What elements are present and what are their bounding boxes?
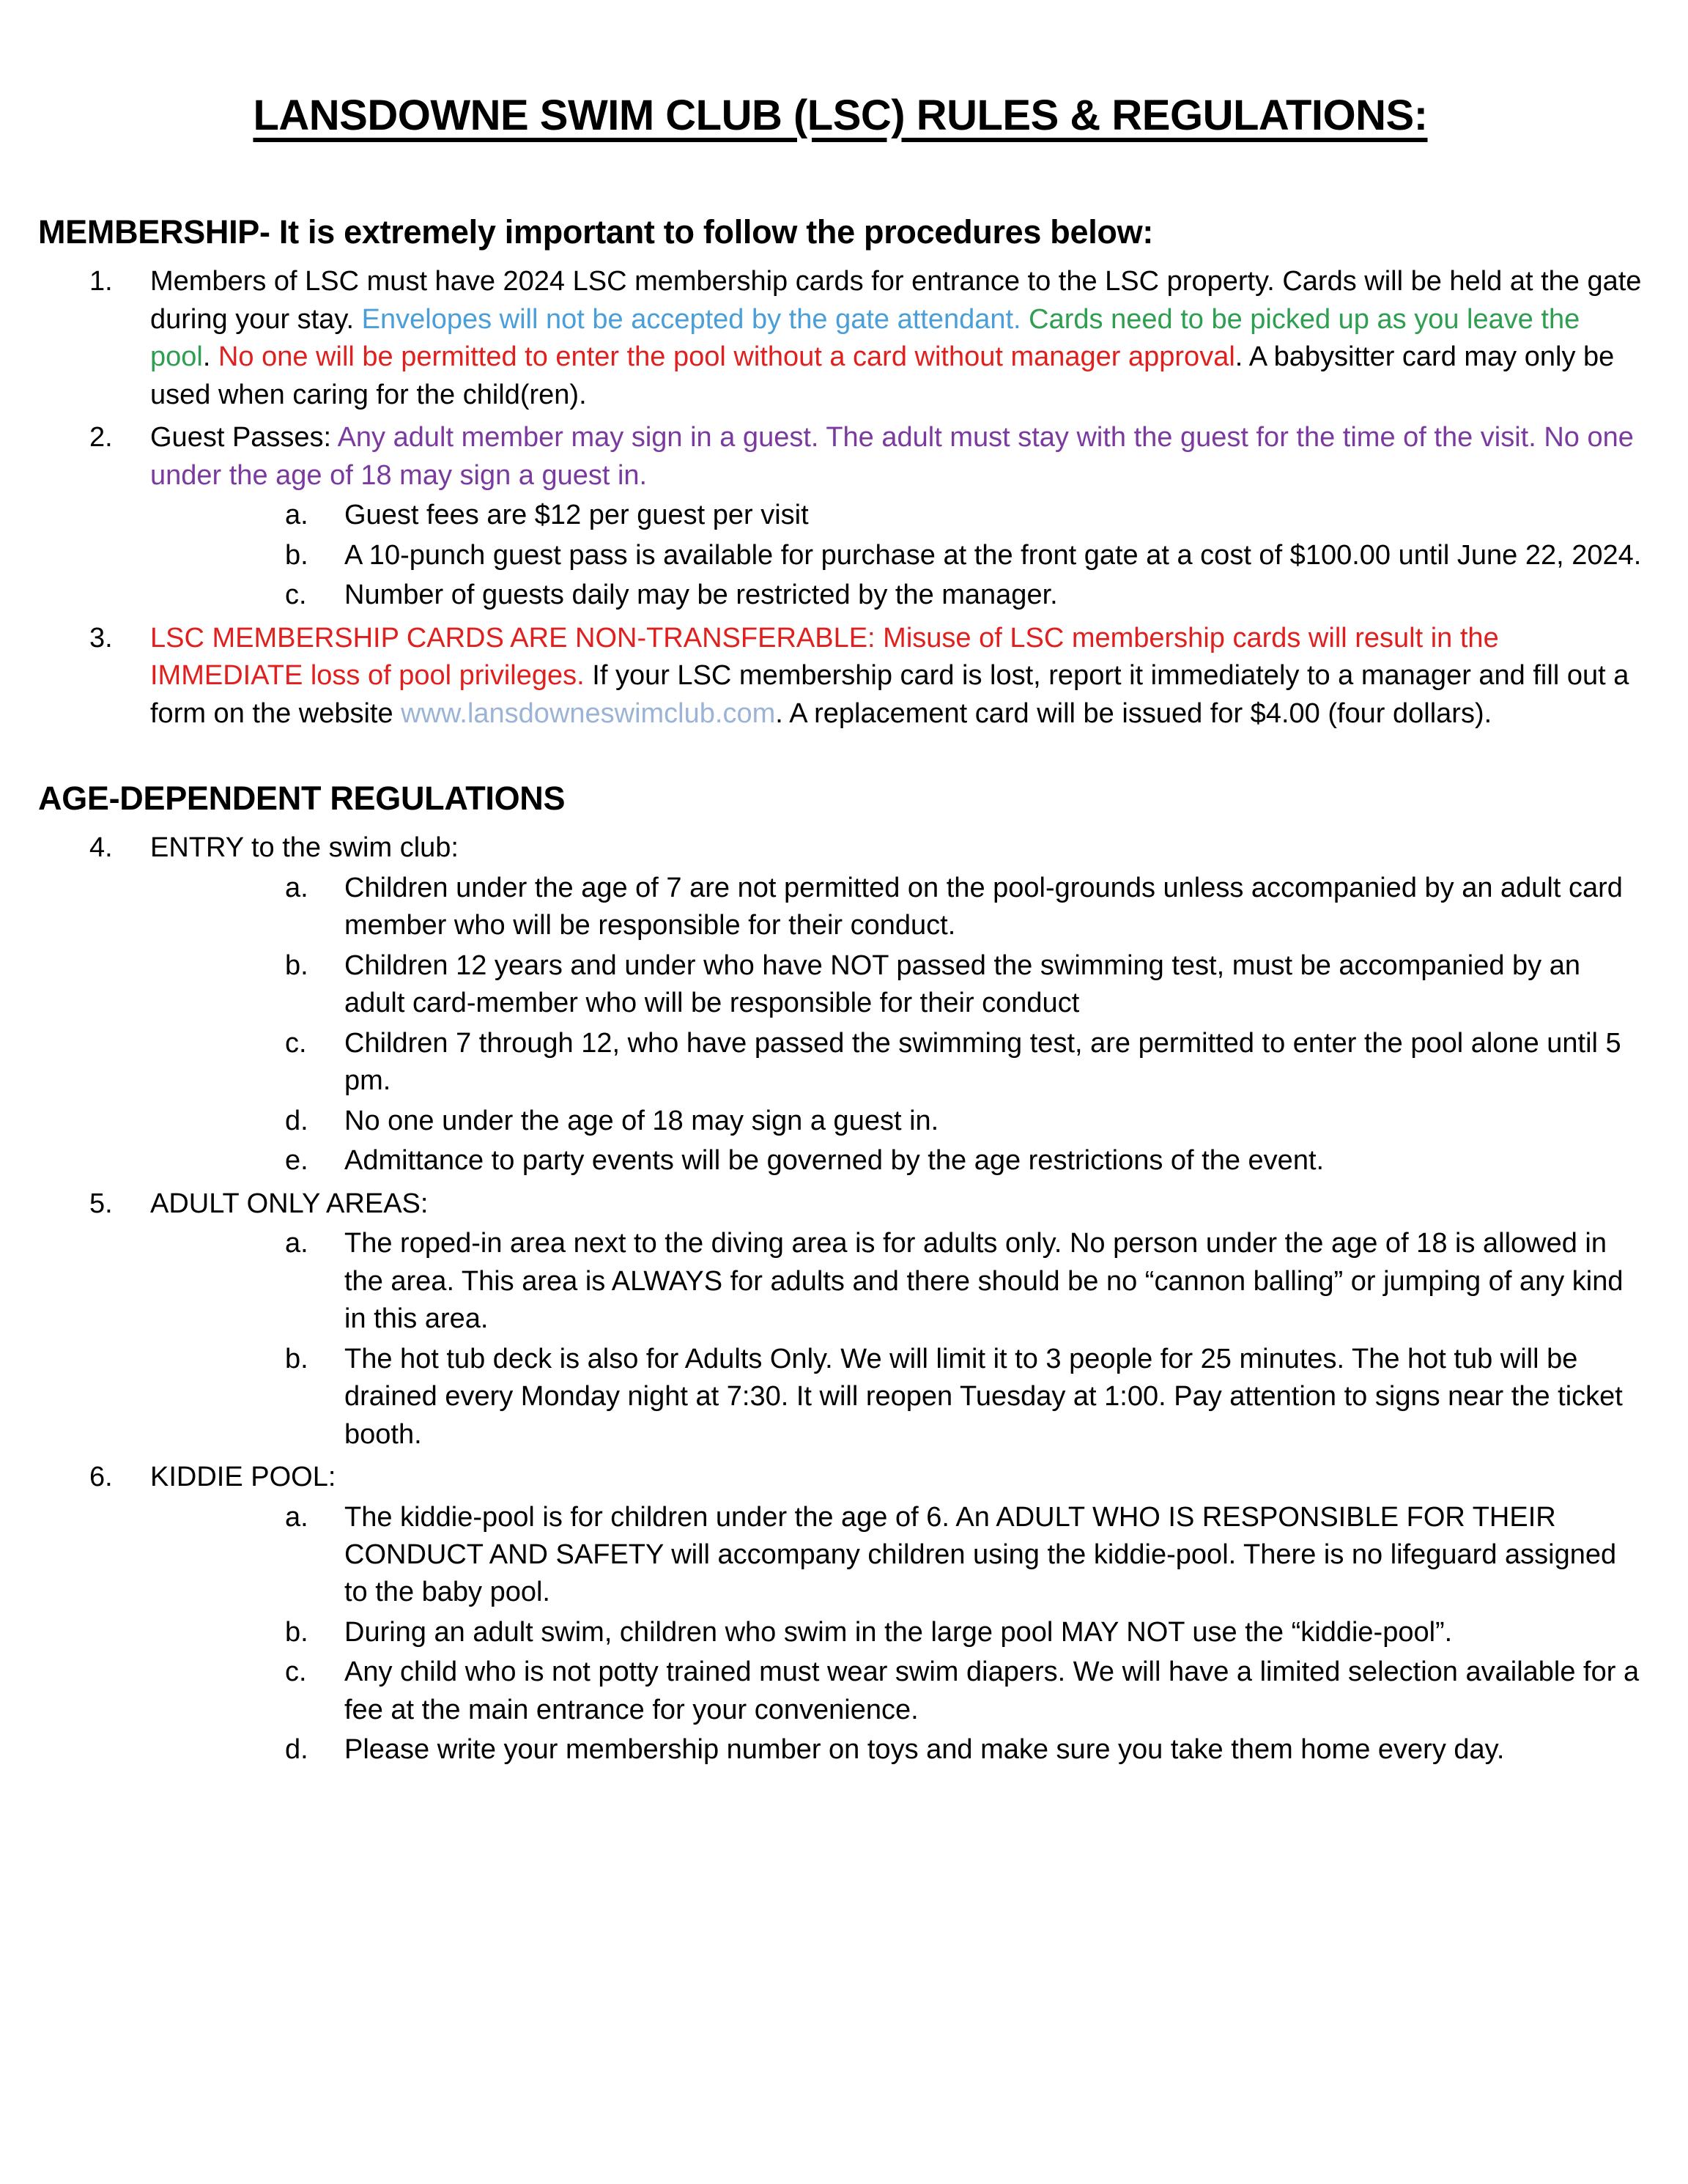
rule-marker-3: 3.	[89, 622, 113, 654]
rule-4-sub-a-text: Children under the age of 7 are not permitted on the pool-grounds unless accompanied by an adult card member who will be responsible for their conduct.	[344, 872, 1623, 941]
rule-4-sub-e	[150, 1142, 1644, 1180]
rule-4-sub-b-text: Children 12 years and under who have NOT passed the swimming test, must be accompanied by an adult card-member who will be responsible for their conduct	[344, 950, 1580, 1019]
rule-6-sub-d-text: Please write your membership number on toys and make sure you take them home every day.	[344, 1734, 1505, 1766]
rule-marker-5: 5.	[89, 1188, 113, 1219]
rule-6-sub-b-text: During an adult swim, children who swim in the large pool MAY NOT use the “kiddie-pool”.	[344, 1616, 1453, 1648]
rule-2-sub-c-marker: c.	[285, 580, 307, 611]
rule-4-sub-b-marker: b.	[285, 950, 308, 981]
membership-rule-list	[37, 263, 1644, 733]
rule-2-sub-b-text: A 10-punch guest pass is available for purchase at the front gate at a cost of $100.00 until June 22, 2024.	[344, 539, 1642, 571]
rule-3-text-black-b: . A replacement card will be issued for $4.00 (four dollars).	[775, 697, 1492, 729]
rule-2-sub-b	[150, 537, 1644, 574]
rule-1-text-blue: Envelopes will not be accepted by the gate attendant.	[361, 303, 1021, 335]
rule-1-text-black-c: . A babysitter card may only be used when caring for the child(ren).	[150, 341, 1615, 410]
rule-5-sub-a-marker: a.	[285, 1228, 308, 1259]
rule-2-label: Guest Passes:	[150, 422, 338, 454]
rule-6-sub-d-marker: d.	[285, 1734, 308, 1766]
rule-5-sub-b	[150, 1341, 1644, 1454]
rule-4-sub-e-marker: e.	[285, 1145, 308, 1177]
rule-6-sub-b-marker: b.	[285, 1616, 308, 1648]
rule-4-sub-a	[150, 870, 1644, 945]
age-dependent-rule-list	[37, 829, 1644, 1769]
rule-item-5	[37, 1185, 1644, 1454]
rule-5-sub-a-text: The roped-in area next to the diving area is for adults only. No person under the age of 18 is allowed in the area. This area is ALWAYS for adults and there should be no “cannon balling” or jumping of any kind in this area.	[344, 1228, 1624, 1335]
rule-4-sub-c	[150, 1025, 1644, 1100]
rule-2-sub-a-text: Guest fees are $12 per guest per visit	[344, 500, 809, 531]
rule-item-6	[37, 1459, 1644, 1769]
rule-5-sublist	[150, 1225, 1644, 1454]
rule-6-sublist	[150, 1499, 1644, 1769]
rule-4-sub-b	[150, 947, 1644, 1023]
rule-4-sub-d-marker: d.	[285, 1105, 308, 1136]
rule-2-sub-a	[150, 497, 1644, 534]
rule-2-sub-c-text: Number of guests daily may be restricted by the manager.	[344, 580, 1058, 611]
rule-3-text-black-a: If your LSC membership card is lost, report it immediately to a manager and fill out a form on the website	[150, 660, 1629, 729]
rule-6-sub-d	[150, 1731, 1644, 1769]
rule-marker-2: 2.	[89, 422, 113, 454]
rule-marker-6: 6.	[89, 1462, 113, 1493]
rule-6-sub-c-text: Any child who is not potty trained must wear swim diapers. We will have a limited selection available for a fee at the main entrance for your convenience.	[344, 1656, 1640, 1725]
rule-5-sub-b-marker: b.	[285, 1343, 308, 1374]
rule-6-text: KIDDIE POOL:	[150, 1462, 336, 1493]
rule-5-sub-b-text: The hot tub deck is also for Adults Only. We will limit it to 3 people for 25 minutes. The hot tub will be drained every Monday night at 7:30. It will reopen Tuesday at 1:00. Pay attention to signs near the ticket booth.	[344, 1343, 1623, 1450]
page-title	[37, 0, 1644, 140]
rule-item-2	[37, 419, 1644, 614]
section-heading-membership: MEMBERSHIP- It is extremely important to follow the procedures below:	[38, 212, 1154, 251]
rule-6-sub-c	[150, 1654, 1644, 1729]
rule-4-sub-d	[150, 1103, 1644, 1140]
rule-2-sub-a-marker: a.	[285, 500, 308, 531]
rule-item-3	[37, 620, 1644, 733]
rule-item-1	[37, 263, 1644, 414]
rule-5-text: ADULT ONLY AREAS:	[150, 1188, 429, 1219]
rule-4-sub-d-text: No one under the age of 18 may sign a guest in.	[344, 1105, 939, 1136]
rule-4-sublist	[150, 870, 1644, 1180]
rule-1-text-black-a: Members of LSC must have 2024 LSC membership cards for entrance to the LSC property. Cards will be held at the gate during your stay.	[150, 266, 1642, 335]
page-title-text: LANSDOWNE SWIM CLUB (LSC) RULES & REGULATIONS:	[253, 92, 1428, 139]
rule-item-4	[37, 829, 1644, 1180]
section-heading-age-dependent: AGE-DEPENDENT REGULATIONS	[38, 780, 566, 818]
rule-marker-4: 4.	[89, 832, 113, 864]
rule-1-text-red: No one will be permitted to enter the pool without a card without manager approval	[218, 341, 1235, 373]
rule-4-sub-e-text: Admittance to party events will be governed by the age restrictions of the event.	[344, 1145, 1325, 1177]
rule-2-sublist	[150, 497, 1644, 614]
rule-6-sub-a-marker: a.	[285, 1501, 308, 1533]
rule-4-sub-a-marker: a.	[285, 872, 308, 903]
website-link[interactable]: www.lansdowneswimclub.com	[401, 697, 776, 729]
rule-2-sub-c	[150, 577, 1644, 614]
rule-6-sub-a-text: The kiddie-pool is for children under the age of 6. An ADULT WHO IS RESPONSIBLE FOR THEIR CONDUCT AND SAFETY will accompany children using the kiddie-pool. There is no lifeguard assigned to the baby pool.	[344, 1501, 1617, 1608]
rule-4-sub-c-marker: c.	[285, 1027, 307, 1059]
rule-5-sub-a	[150, 1225, 1644, 1338]
rule-2-sub-b-marker: b.	[285, 539, 308, 571]
rule-6-sub-c-marker: c.	[285, 1656, 307, 1688]
rule-4-sub-c-text: Children 7 through 12, who have passed the swimming test, are permitted to enter the pool alone until 5 pm.	[344, 1027, 1621, 1097]
rule-1-text-black-b: .	[202, 341, 218, 373]
rule-1-text-green: Cards need to be picked up as you leave the pool	[150, 303, 1580, 373]
rule-6-sub-a	[150, 1499, 1644, 1612]
rule-3-text-red: LSC MEMBERSHIP CARDS ARE NON-TRANSFERABLE: Misuse of LSC membership cards will result in the IMMEDIATE loss of pool privileges.	[150, 622, 1499, 692]
rule-2-text-purple: Any adult member may sign in a guest. The adult must stay with the guest for the time of the visit. No one under the age of 18 may sign a guest in.	[150, 422, 1634, 491]
rule-marker-1: 1.	[89, 266, 113, 297]
rule-4-text: ENTRY to the swim club:	[150, 832, 459, 864]
rule-6-sub-b	[150, 1614, 1644, 1651]
